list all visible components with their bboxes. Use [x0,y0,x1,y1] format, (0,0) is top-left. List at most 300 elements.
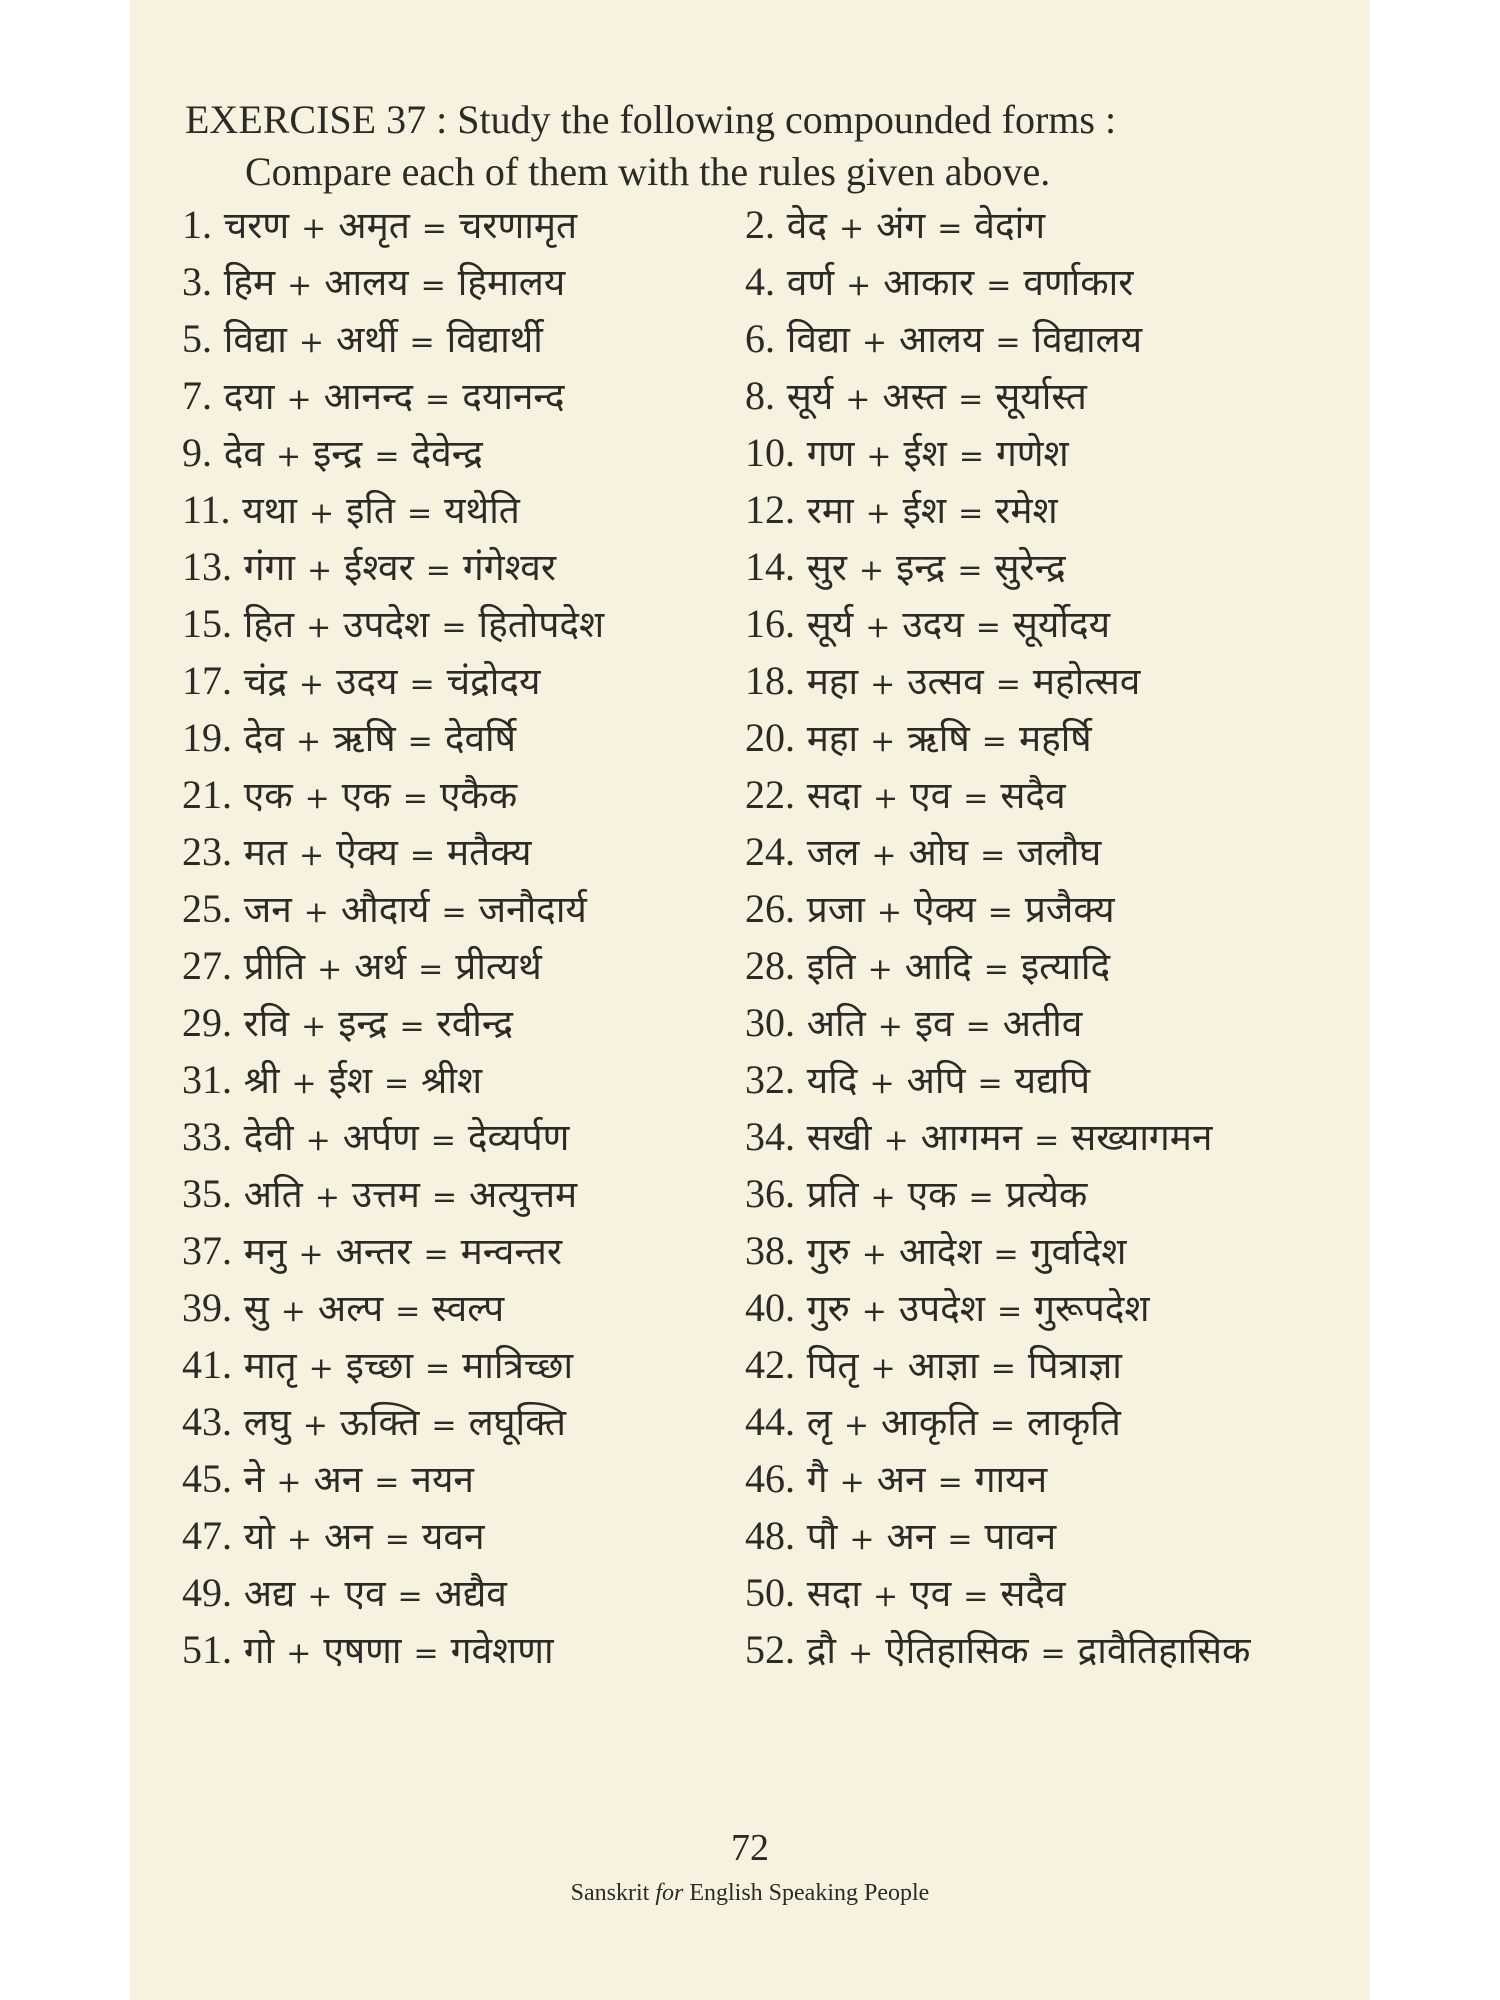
compound-row [182,1507,604,1564]
second-word: अन [323,1515,373,1558]
compound-word: स्वल्प [432,1287,505,1330]
second-word: एक [907,1173,957,1216]
compound-row [182,196,604,253]
compound-word: चंद्रोदय [446,660,541,703]
first-word: यो [243,1515,275,1558]
compound-row [182,1222,604,1279]
compound-word: रमेश [995,489,1058,532]
second-word: ईश [902,489,947,532]
plus-sign: + [866,439,892,474]
item-number: 28. [745,943,795,988]
equals-sign: = [420,268,446,303]
plus-sign: + [861,325,887,360]
item-number: 27. [182,943,232,988]
equals-sign: = [402,781,428,816]
item-number: 21. [182,772,232,817]
plus-sign: + [298,667,325,702]
second-word: उत्तम [351,1173,420,1216]
second-word: ऐक्य [914,888,976,931]
second-word: अर्थ [354,945,407,988]
item-number: 10. [745,430,795,475]
second-word: ऋषि [333,717,396,760]
item-number: 16. [745,601,795,646]
compound-row [182,1051,604,1108]
item-number: 43. [182,1399,232,1444]
first-word: चरण [223,204,290,247]
second-word: आगमन [920,1116,1023,1159]
plus-sign: + [858,553,885,588]
item-number: 23. [182,829,232,874]
compound-row [745,880,1250,937]
plus-sign: + [869,1066,895,1101]
compound-row [745,709,1250,766]
first-word: जन [243,888,292,931]
first-word: अति [806,1002,866,1045]
item-number: 35. [182,1171,232,1216]
compound-word: गणेश [995,432,1069,475]
item-number: 8. [745,373,775,418]
compound-row [745,367,1250,424]
second-word: अन [876,1458,926,1501]
compound-row [745,424,1250,481]
second-word: अर्थी [335,318,398,361]
compound-word: यद्यपि [1014,1059,1090,1102]
compound-word: दयानन्द [462,375,565,418]
first-word: लघु [243,1401,291,1444]
compound-row [745,253,1250,310]
plus-sign: + [298,325,324,360]
compound-row [745,595,1250,652]
item-number: 20. [745,715,795,760]
item-number: 25. [182,886,232,931]
compound-row [182,766,604,823]
first-word: विद्या [223,318,287,361]
item-number: 12. [745,487,795,532]
first-word: यथा [242,489,297,532]
first-word: मत [243,831,287,874]
first-word: मनु [243,1230,287,1273]
second-word: एषणा [323,1629,402,1672]
plus-sign: + [303,895,329,930]
compound-row [182,823,604,880]
second-word: इन्द्र [896,546,946,589]
first-word: हित [243,603,295,646]
compound-row [745,538,1250,595]
plus-sign: + [873,781,899,816]
item-number: 44. [745,1399,795,1444]
first-word: अद्य [243,1572,296,1615]
plus-sign: + [845,382,871,417]
second-word: उत्सव [907,660,984,703]
equals-sign: = [986,268,1012,303]
equals-sign: = [406,496,433,531]
second-word: अन [886,1515,936,1558]
compound-word: गंगेश्वर [462,546,556,589]
compound-word: देव्यर्पण [467,1116,570,1159]
equals-sign: = [397,1579,423,1614]
item-number: 39. [182,1285,232,1330]
first-word: यदि [806,1059,858,1102]
plus-sign: + [308,1351,334,1386]
item-number: 33. [182,1114,232,1159]
plus-sign: + [848,1636,874,1671]
equals-sign: = [977,1066,1003,1101]
compound-row [182,1621,604,1678]
second-word: ईश्वर [344,546,414,589]
second-word: अल्प [317,1287,384,1330]
equals-sign: = [399,1009,425,1044]
equals-sign: = [993,1237,1019,1272]
first-word: गण [806,432,855,475]
compound-word: हितोपदेश [478,603,605,646]
left-column [182,196,604,1678]
item-number: 48. [745,1513,795,1558]
plus-sign: + [861,1237,887,1272]
compound-row [745,652,1250,709]
plus-sign: + [870,724,896,759]
compound-row [182,481,604,538]
second-word: ऐतिहासिक [885,1629,1029,1672]
item-number: 45. [182,1456,232,1501]
compound-word: सख्यागमन [1071,1116,1213,1159]
item-number: 5. [182,316,212,361]
compound-word: अतीव [1002,1002,1083,1045]
first-word: श्री [243,1059,280,1102]
equals-sign: = [374,439,400,474]
second-word: अमृत [338,204,410,247]
item-number: 4. [745,259,775,304]
compound-row [745,1222,1250,1279]
first-word: रमा [806,489,854,532]
second-word: उपदेश [898,1287,985,1330]
equals-sign: = [425,1351,451,1386]
first-word: सदा [806,1572,862,1615]
second-word: अपि [906,1059,966,1102]
item-number: 1. [182,202,212,247]
compound-row [745,1393,1250,1450]
equals-sign: = [996,1294,1023,1329]
item-number: 13. [182,544,232,589]
compound-word: हिमालय [457,261,566,304]
equals-sign: = [413,1636,439,1671]
second-word: अस्त [882,375,947,418]
plus-sign: + [867,952,893,987]
plus-sign: + [276,439,302,474]
first-word: गंगा [243,546,296,589]
equals-sign: = [374,1465,400,1500]
compound-word: प्रीत्यर्थ [455,945,542,988]
first-word: दया [223,375,275,418]
compound-word: गुर्वादेश [1030,1230,1127,1273]
compound-word: मन्वन्तर [460,1230,562,1273]
equals-sign: = [441,895,467,930]
plus-sign: + [302,1408,328,1443]
compound-row [745,1564,1250,1621]
equals-sign: = [384,1522,410,1557]
compound-row [182,1564,604,1621]
second-word: ओघ [908,831,969,874]
plus-sign: + [865,610,891,645]
item-number: 3. [182,259,212,304]
book-title-pre: Sanskrit [570,1880,656,1906]
second-word: अंग [876,204,926,247]
equals-sign: = [425,382,451,417]
compound-word: मतैक्य [446,831,532,874]
plus-sign: + [846,268,872,303]
first-word: प्रजा [806,888,865,931]
compound-row [182,424,604,481]
plus-sign: + [861,1294,887,1329]
first-word: गुरु [806,1230,850,1273]
compound-row [745,994,1250,1051]
item-number: 6. [745,316,775,361]
plus-sign: + [286,1522,312,1557]
compound-word: सुरेन्द्र [994,546,1066,589]
plus-sign: + [870,667,896,702]
equals-sign: = [981,724,1007,759]
compound-word: एकैक [439,774,518,817]
compound-word: यथेति [444,489,520,532]
equals-sign: = [987,895,1013,930]
second-word: इन्द्र [313,432,363,475]
equals-sign: = [409,838,435,873]
compound-row [182,310,604,367]
first-word: सखी [806,1116,872,1159]
plus-sign: + [301,1009,327,1044]
equals-sign: = [395,1294,421,1329]
compound-row [182,880,604,937]
equals-sign: = [1034,1123,1060,1158]
compound-word: जनौदार्य [478,888,587,931]
compound-word: देवेन्द्र [411,432,483,475]
exercise-header [185,94,1345,198]
compound-word: गायन [974,1458,1048,1501]
compound-word: पावन [984,1515,1057,1558]
equals-sign: = [409,325,435,360]
equals-sign: = [963,1579,989,1614]
page-number: 72 [731,1827,769,1869]
compound-word: जलौघ [1017,831,1102,874]
equals-sign: = [980,838,1006,873]
equals-sign: = [431,1408,457,1443]
second-word: आकृति [881,1401,978,1444]
equals-sign: = [968,1180,994,1215]
second-word: आदि [904,945,972,988]
compound-row [182,652,604,709]
compound-word: विद्यार्थी [446,318,543,361]
equals-sign: = [975,610,1001,645]
plus-sign: + [314,1180,340,1215]
second-word: उपदेश [343,603,430,646]
compound-word: देवर्षि [444,717,517,760]
second-word: ईश [903,432,947,475]
compound-row [182,1450,604,1507]
plus-sign: + [306,610,332,645]
plus-sign: + [291,1066,317,1101]
second-word: एव [910,1572,952,1615]
item-number: 2. [745,202,775,247]
first-word: चंद्र [243,660,287,703]
second-word: एक [341,774,391,817]
compound-row [745,1279,1250,1336]
second-word: एव [344,1572,386,1615]
first-word: गै [806,1458,828,1501]
exercise-instruction: Compare each of them with the rules given above. [245,149,1051,194]
first-word: प्रीति [243,945,306,988]
plus-sign: + [305,1123,331,1158]
second-word: इति [346,489,395,532]
compound-word: प्रजैक्य [1024,888,1115,931]
item-number: 14. [745,544,795,589]
compound-row [182,994,604,1051]
plus-sign: + [307,1579,333,1614]
plus-sign: + [865,496,891,531]
compound-row [182,1393,604,1450]
second-word: आदेश [898,1230,982,1273]
equals-sign: = [409,667,435,702]
equals-sign: = [384,1066,410,1101]
equals-sign: = [407,724,433,759]
second-word: इच्छा [345,1344,414,1387]
first-word: सूर्य [786,375,834,418]
compound-word: चरणामृत [458,204,578,247]
item-number: 32. [745,1057,795,1102]
plus-sign: + [286,1636,312,1671]
equals-sign: = [958,496,984,531]
first-word: अति [243,1173,303,1216]
plus-sign: + [873,1579,899,1614]
compound-row [745,196,1250,253]
plus-sign: + [839,211,865,246]
second-word: आज्ञा [907,1344,979,1387]
first-word: हिम [223,261,276,304]
item-number: 7. [182,373,212,418]
second-word: ऐक्य [336,831,398,874]
plus-sign: + [871,838,897,873]
equals-sign: = [421,211,447,246]
equals-sign: = [990,1351,1016,1386]
second-word: इन्द्र [338,1002,388,1045]
item-number: 18. [745,658,795,703]
second-word: अन्तर [335,1230,412,1273]
compound-row [745,481,1250,538]
first-word: एक [243,774,293,817]
equals-sign: = [937,211,963,246]
equals-sign: = [989,1408,1016,1443]
item-number: 9. [182,430,212,475]
equals-sign: = [995,325,1021,360]
item-number: 34. [745,1114,795,1159]
compound-word: महर्षि [1018,717,1092,760]
equals-sign: = [983,952,1009,987]
plus-sign: + [298,838,325,873]
plus-sign: + [298,1237,324,1272]
compound-word: अत्युत्तम [468,1173,578,1216]
compound-word: वेदांग [974,204,1046,247]
compound-word: प्रत्येक [1005,1173,1088,1216]
first-word: प्रति [806,1173,859,1216]
first-word: द्रौ [806,1629,836,1672]
first-word: मातृ [243,1344,297,1387]
item-number: 47. [182,1513,232,1558]
item-number: 31. [182,1057,232,1102]
first-word: पितृ [806,1344,859,1387]
item-number: 52. [745,1627,795,1672]
equals-sign: = [965,1009,991,1044]
compound-row [182,253,604,310]
equals-sign: = [958,439,984,474]
plus-sign: + [317,952,343,987]
book-title-em: for [655,1880,684,1906]
compound-row [182,937,604,994]
item-number: 40. [745,1285,795,1330]
compound-row [182,1279,604,1336]
compound-word: नयन [411,1458,474,1501]
second-word: अन [313,1458,363,1501]
compound-word: मात्रिच्छा [462,1344,574,1387]
item-number: 51. [182,1627,232,1672]
plus-sign: + [301,211,327,246]
compound-row [745,310,1250,367]
first-word: देव [223,432,264,475]
plus-sign: + [870,1351,896,1386]
item-number: 22. [745,772,795,817]
first-word: विद्या [786,318,850,361]
second-word: उदय [902,603,964,646]
compound-row [745,1336,1250,1393]
compound-word: गुरूपदेश [1034,1287,1150,1330]
first-word: गो [243,1629,275,1672]
compound-word: द्रावैतिहासिक [1077,1629,1251,1672]
item-number: 17. [182,658,232,703]
first-word: गुरु [806,1287,850,1330]
plus-sign: + [843,1408,869,1443]
first-word: सु [243,1287,269,1330]
compound-row [745,1450,1250,1507]
first-word: पौ [806,1515,838,1558]
first-word: महा [806,717,859,760]
compound-word: रवीन्द्र [436,1002,513,1045]
first-word: सुर [806,546,847,589]
item-number: 24. [745,829,795,874]
plus-sign: + [849,1522,875,1557]
item-number: 36. [745,1171,795,1216]
item-number: 49. [182,1570,232,1615]
first-word: सूर्य [806,603,854,646]
plus-sign: + [276,1465,302,1500]
equals-sign: = [957,553,983,588]
plus-sign: + [883,1123,909,1158]
equals-sign: = [441,610,467,645]
compound-word: महोत्सव [1032,660,1141,703]
second-word: आलय [324,261,409,304]
equals-sign: = [1040,1636,1066,1671]
compound-word: यवन [421,1515,485,1558]
first-word: रवि [243,1002,290,1045]
plus-sign: + [280,1294,306,1329]
equals-sign: = [425,553,451,588]
item-number: 38. [745,1228,795,1273]
compound-word: वर्णाकार [1023,261,1134,304]
first-word: देवी [243,1116,294,1159]
compound-row [182,1336,604,1393]
book-title-post: English Speaking People [683,1880,930,1906]
plus-sign: + [839,1465,865,1500]
compound-row [745,1621,1250,1678]
equals-sign: = [963,781,989,816]
item-number: 15. [182,601,232,646]
compound-word: सूर्योदय [1012,603,1111,646]
